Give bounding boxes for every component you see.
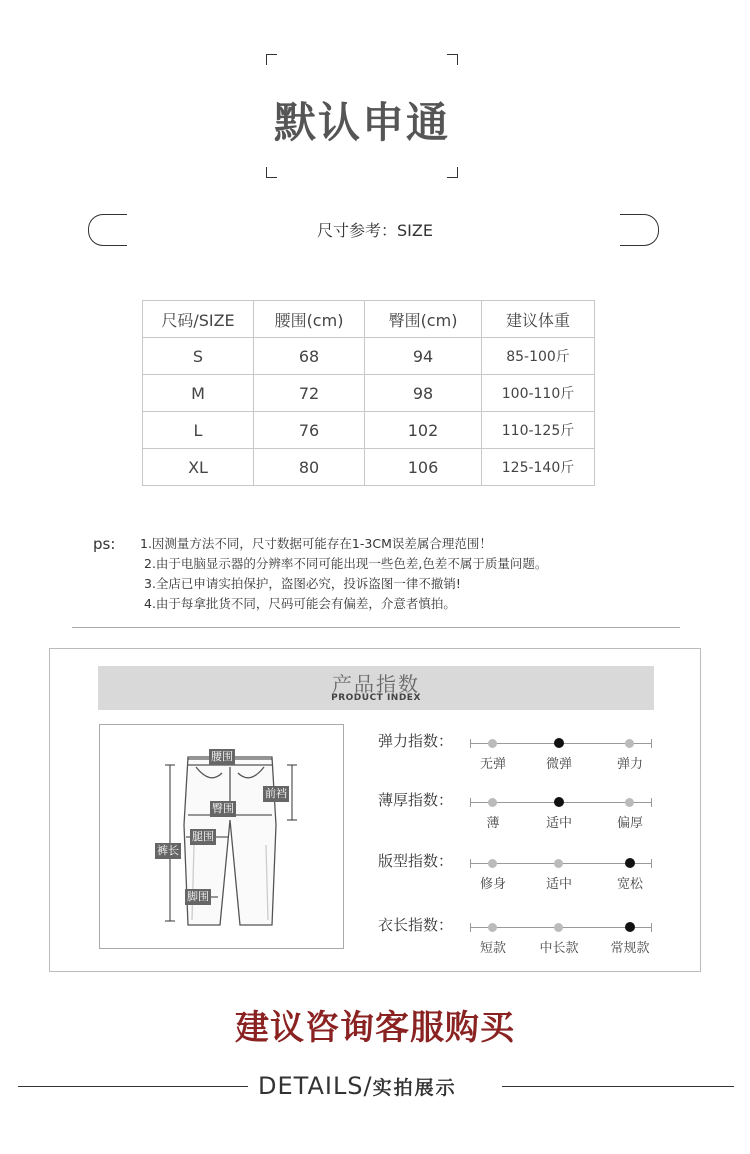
note-item: 4.由于每拿批货不同，尺码可能会有偏差，介意者慎拍。: [144, 596, 456, 611]
title-frame: [266, 54, 458, 178]
notes-list: [140, 534, 547, 614]
size-ref-heading: 尺寸参考：SIZE: [317, 221, 433, 240]
footer-divider-left: [18, 1086, 248, 1087]
table-cell: 100-110斤: [482, 375, 595, 412]
pants-tag-hem: 脚围: [187, 890, 209, 903]
table-row: [143, 412, 595, 449]
notes-label: ps:: [93, 535, 116, 553]
table-header-cell: 臀围(cm): [365, 301, 482, 338]
table-row: [143, 375, 595, 412]
table-cell: XL: [143, 449, 254, 486]
pants-diagram: [99, 724, 344, 949]
table-header-cell: 腰围(cm): [254, 301, 365, 338]
table-cell: 102: [365, 412, 482, 449]
index-dot: [625, 798, 634, 807]
bracket-right-decoration: [620, 214, 659, 246]
index-option: 短款: [479, 941, 506, 956]
table-cell: 85-100斤: [482, 338, 595, 375]
index-option: 无弹: [479, 757, 506, 772]
index-row-thickness: [378, 789, 668, 829]
index-row-label: 衣长指数：: [378, 916, 454, 934]
index-row-fit: [378, 850, 668, 890]
index-option: 适中: [545, 877, 572, 892]
pants-tag-waist: 腰围: [211, 750, 233, 763]
footer-details-label: DETAILS/: [258, 1072, 373, 1100]
table-header-cell: 建议体重: [482, 301, 595, 338]
table-cell: L: [143, 412, 254, 449]
table-cell: 80: [254, 449, 365, 486]
table-cell: S: [143, 338, 254, 375]
table-cell: 68: [254, 338, 365, 375]
page-title: 默认申通: [273, 98, 450, 147]
index-dot-selected: [554, 797, 564, 807]
index-option: 适中: [545, 816, 572, 831]
pants-tag-rise: 前裆: [265, 787, 287, 800]
table-cell: 72: [254, 375, 365, 412]
note-item: 3.全店已申请实拍保护，盗图必究，投诉盗图一律不撤销!: [144, 576, 461, 591]
index-option: 偏厚: [616, 816, 643, 831]
table-cell: 110-125斤: [482, 412, 595, 449]
pants-tag-thigh: 腿围: [192, 830, 214, 843]
pants-tag-hip: 臀围: [212, 802, 234, 815]
index-option: 常规款: [610, 941, 650, 956]
index-dot: [625, 739, 634, 748]
table-row: [143, 338, 595, 375]
corner-mark: [447, 54, 458, 65]
index-row-label: 弹力指数：: [378, 732, 454, 750]
table-cell: M: [143, 375, 254, 412]
table-header-row: [143, 301, 595, 338]
index-option: 中长款: [539, 941, 579, 956]
size-table: [142, 300, 595, 486]
corner-mark: [266, 167, 277, 178]
note-item: 1.因测量方法不同，尺寸数据可能存在1-3CM误差属合理范围！: [140, 536, 492, 551]
index-row-label: 版型指数：: [378, 852, 454, 870]
corner-mark: [266, 54, 277, 65]
index-option: 微弹: [545, 757, 572, 772]
table-cell: 98: [365, 375, 482, 412]
product-index-subtitle: PRODUCT INDEX: [331, 693, 421, 703]
footer-details: [258, 1072, 457, 1100]
corner-mark: [447, 167, 458, 178]
index-dot: [554, 859, 563, 868]
table-cell: 106: [365, 449, 482, 486]
note-item: 2.由于电脑显示器的分辨率不同可能出现一些色差,色差不属于质量问题。: [144, 556, 548, 571]
index-row-length: [378, 914, 668, 954]
table-header-cell: 尺码/SIZE: [143, 301, 254, 338]
index-row-elasticity: [378, 730, 668, 770]
table-row: [143, 449, 595, 486]
index-dot-selected: [554, 738, 564, 748]
pants-tag-length: 裤长: [157, 844, 179, 857]
product-index-banner: [98, 666, 654, 710]
index-dot: [488, 923, 497, 932]
index-dot: [488, 859, 497, 868]
index-option: 弹力: [616, 757, 643, 772]
index-dot: [554, 923, 563, 932]
bracket-left-decoration: [88, 214, 127, 246]
product-index-title: 产品指数: [332, 672, 420, 696]
index-option: 修身: [479, 877, 506, 892]
index-dot-selected: [625, 858, 635, 868]
index-dot: [488, 739, 497, 748]
index-dot: [488, 798, 497, 807]
index-option: 宽松: [616, 877, 643, 892]
table-cell: 94: [365, 338, 482, 375]
footer-divider-right: [502, 1086, 734, 1087]
divider: [72, 627, 680, 628]
consult-banner: 建议咨询客服购买: [235, 1008, 515, 1048]
index-dot-selected: [625, 922, 635, 932]
table-cell: 76: [254, 412, 365, 449]
footer-details-cn: 实拍展示: [372, 1077, 457, 1099]
index-row-label: 薄厚指数：: [378, 791, 454, 809]
table-cell: 125-140斤: [482, 449, 595, 486]
index-option: 薄: [486, 816, 500, 831]
